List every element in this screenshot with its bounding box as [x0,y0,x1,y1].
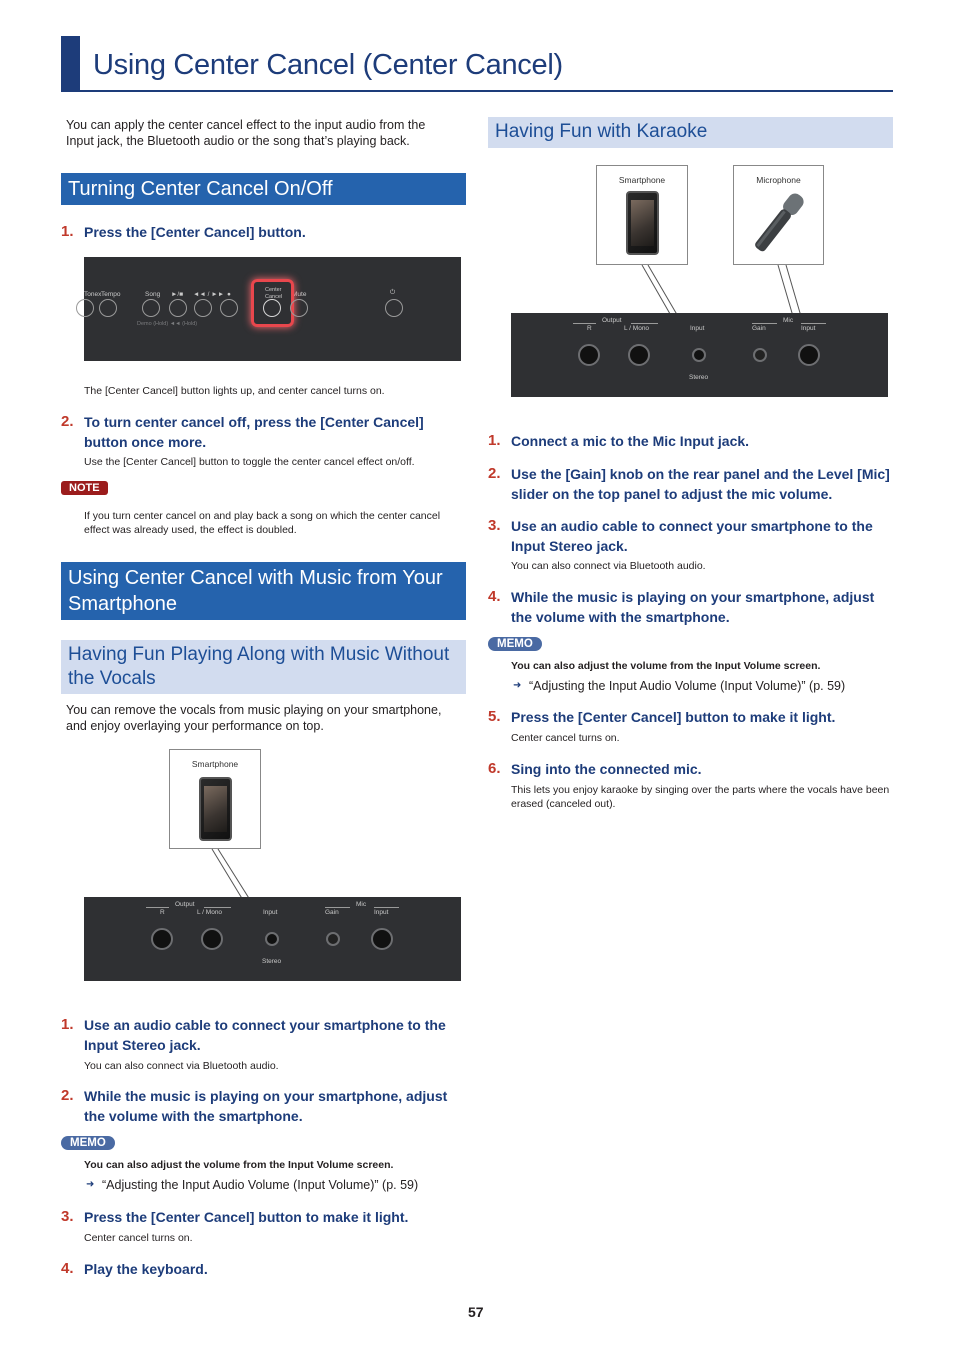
panel-label: ►/■ [171,291,184,298]
step-text: Press the [Center Cancel] button to make it light. [511,709,836,725]
step-text: Use an audio cable to connect your smartphone to the Input Stereo jack. [511,518,873,554]
section-heading-smartphone: Using Center Cancel with Music from Your Smartphone [61,562,466,620]
output-r-jack [578,344,600,366]
intro-text: You can apply the center cancel effect to the input audio from the Input jack, the Bluetooth audio or the song that’s playing back. [66,118,426,148]
step-number: 2. [61,1087,74,1104]
arrow-right-icon: ➜ [86,1179,95,1190]
memo-reference-link[interactable]: “Adjusting the Input Audio Volume (Input Volume)” (p. 59) [529,679,846,693]
input-stereo-jack [265,932,279,946]
mic-input-jack [798,344,820,366]
panel-label: Mic [356,901,367,908]
step-text: Press the [Center Cancel] button to make it light. [84,1209,409,1225]
smartphone-label: Smartphone [618,175,666,185]
memo-badge: MEMO [488,637,542,651]
step-number: 2. [61,413,74,430]
panel-label: Tempo [101,291,121,298]
note-badge: NOTE [61,481,108,495]
smartphone-icon [626,191,659,255]
output-l-jack [628,344,650,366]
step-number: 3. [488,517,501,534]
subsection-intro: You can remove the vocals from music playing on your smartphone, and enjoy overlaying your performance on top. [66,703,442,733]
step-number: 5. [488,708,501,725]
page-number: 57 [468,1304,484,1320]
power-icon: ⏻ [390,289,396,296]
step-subtext: Center cancel turns on. [511,732,620,744]
panel-label: ◄◄ / ►► [193,291,225,298]
rear-panel-illustration [511,313,888,397]
step-text: Use the [Gain] knob on the rear panel and the Level [Mic] slider on the top panel to adjust the mic volume. [511,466,890,502]
input-stereo-jack [692,348,706,362]
step-subtext: Center cancel turns on. [84,1232,193,1244]
panel-label: Input [374,909,389,916]
memo-badge: MEMO [61,1136,115,1150]
panel-label: Mute [292,291,307,298]
step-subtext: You can also connect via Bluetooth audio. [511,560,706,572]
panel-label: R [587,325,592,332]
output-r-jack [151,928,173,950]
panel-label: Input [801,325,816,332]
step-number: 3. [61,1208,74,1225]
panel-label: Tonex [84,291,102,298]
panel-label: Stereo [689,374,709,381]
gain-knob [326,932,340,946]
step-text: Sing into the connected mic. [511,761,702,777]
panel-label: Input [690,325,705,332]
memo-reference-link[interactable]: “Adjusting the Input Audio Volume (Input Volume)” (p. 59) [102,1178,419,1192]
subsection-heading-no-vocals: Having Fun Playing Along with Music Without the Vocals [61,640,466,694]
panel-label: Stereo [262,958,282,965]
microphone-label: Microphone [756,175,801,185]
step-number: 2. [488,465,501,482]
step-number: 4. [61,1260,74,1277]
arrow-right-icon: ➜ [513,680,522,691]
panel-sublabel: Demo (Hold) ◄◄ (Hold) [137,321,198,327]
smartphone-label: Smartphone [191,759,239,769]
step-text: While the music is playing on your smartphone, adjust the volume with the smartphone. [511,589,875,625]
mic-input-jack [371,928,393,950]
panel-label: Input [263,909,278,916]
step-subtext: This lets you enjoy karaoke by singing over the parts where the vocals have been erased (canceled out). [511,784,890,810]
output-l-jack [201,928,223,950]
smartphone-box [596,165,688,265]
microphone-icon [734,186,825,256]
microphone-box [733,165,824,265]
panel-label: L / Mono [624,325,650,332]
panel-label: R [160,909,165,916]
section-heading-karaoke: Having Fun with Karaoke [488,117,893,148]
rear-panel-illustration [84,897,461,981]
step-number: 1. [488,432,501,449]
memo-text: You can also adjust the volume from the Input Volume screen. [84,1159,394,1171]
step-text: Play the keyboard. [84,1261,208,1277]
step-number: 6. [488,760,501,777]
step-text: Connect a mic to the Mic Input jack. [511,433,750,449]
step-text: While the music is playing on your smartphone, adjust the volume with the smartphone. [84,1088,448,1124]
note-text: If you turn center cancel on and play back a song on which the center cancel effect was already used, the effect is doubled. [84,510,441,536]
memo-text: You can also adjust the volume from the Input Volume screen. [511,660,821,672]
step-subtext: You can also connect via Bluetooth audio. [84,1060,279,1072]
panel-label: Mic [783,317,794,324]
panel-label: Output [602,317,622,324]
page-title: Using Center Cancel (Center Cancel) [93,49,563,81]
step-text: To turn center cancel off, press the [Center Cancel] button once more. [84,414,424,450]
panel-label: Song [145,291,161,298]
panel-label-center-cancel: Center Cancel [265,287,283,300]
section-heading-center-cancel: Turning Center Cancel On/Off [61,173,466,205]
panel-label: Output [175,901,195,908]
step-subtext: Use the [Center Cancel] button to toggle the center cancel effect on/off. [84,456,415,468]
step-number: 4. [488,588,501,605]
panel-label: Gain [325,909,339,916]
step-number: 1. [61,1016,74,1033]
step-number: 1. [61,223,74,240]
step-text: Press the [Center Cancel] button. [84,224,306,240]
panel-label: Gain [752,325,766,332]
panel-label: ● [227,291,231,298]
gain-knob [753,348,767,362]
panel-label: L / Mono [197,909,223,916]
caption: The [Center Cancel] button lights up, and center cancel turns on. [84,385,385,397]
step-text: Use an audio cable to connect your smartphone to the Input Stereo jack. [84,1017,446,1053]
